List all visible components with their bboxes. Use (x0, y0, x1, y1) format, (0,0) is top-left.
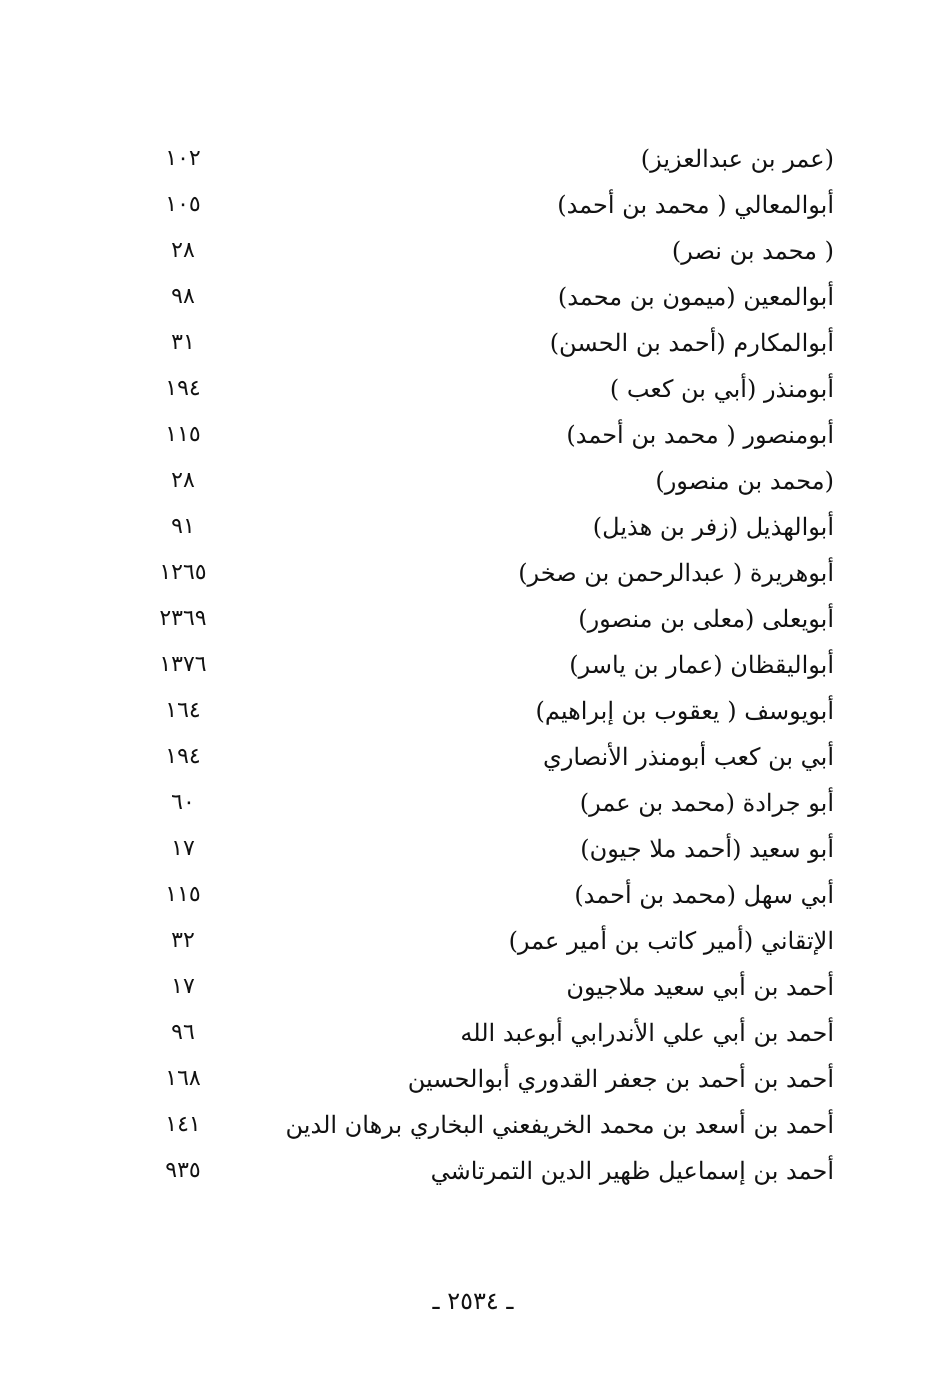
entry-page-number: ٩٣٥ (165, 1158, 201, 1183)
entry-name: أبوالهذيل (زفر بن هذيل) (592, 513, 834, 541)
entry-page-number: ١٠٥ (165, 192, 201, 217)
index-row (140, 1150, 840, 1196)
entry-name: أبو سعيد (أحمد ملا جيون) (580, 835, 834, 863)
entry-page-number: ١٦٤ (165, 698, 201, 723)
index-row (140, 920, 840, 966)
index-row (140, 460, 840, 506)
entry-name: أبوالمعالي ( محمد بن أحمد) (557, 191, 834, 219)
entry-page-number: ٩٦ (171, 1020, 195, 1045)
index-row (140, 506, 840, 552)
index-row (140, 230, 840, 276)
entry-name: (محمد بن منصور) (655, 467, 834, 495)
entry-name: أبومنذر (أبي بن كعب ) (609, 375, 834, 403)
entry-page-number: ٣٢ (171, 928, 195, 953)
entry-page-number: ١١٥ (165, 882, 201, 907)
entry-page-number: ١٣٧٦ (159, 652, 207, 677)
page-number: ـ ٢٥٣٤ ـ (432, 1287, 514, 1315)
entry-page-number: ١٦٨ (165, 1066, 201, 1091)
entry-name: أبي بن كعب أبومنذر الأنصاري (543, 743, 834, 771)
entry-name: أبويعلى (معلى بن منصور) (578, 605, 834, 633)
entry-page-number: ١٧ (171, 836, 195, 861)
entry-name: الإتقاني (أمير كاتب بن أمير عمر) (508, 927, 834, 955)
index-row (140, 1058, 840, 1104)
index-row (140, 644, 840, 690)
index-row (140, 1012, 840, 1058)
entry-page-number: ٩٨ (171, 284, 195, 309)
entry-name: أبي سهل (محمد بن أحمد) (574, 881, 834, 909)
index-row (140, 966, 840, 1012)
entry-page-number: ١١٥ (165, 422, 201, 447)
entry-name: أبوهريرة ( عبدالرحمن بن صخر) (518, 559, 834, 587)
entry-name: أبو جرادة (محمد بن عمر) (579, 789, 834, 817)
entry-page-number: ١٤١ (165, 1112, 201, 1137)
entry-name: أبواليقظان (عمار بن ياسر) (569, 651, 834, 679)
entry-page-number: ١٢٦٥ (159, 560, 207, 585)
index-row (140, 828, 840, 874)
entry-name: أبومنصور ( محمد بن أحمد) (566, 421, 834, 449)
index-row (140, 552, 840, 598)
index-row (140, 368, 840, 414)
entry-page-number: ١٩٤ (165, 744, 201, 769)
entry-name: أحمد بن أبي سعيد ملاجيون (566, 973, 834, 1001)
entry-page-number: ١٧ (171, 974, 195, 999)
index-row (140, 184, 840, 230)
entry-page-number: ٦٠ (171, 790, 195, 815)
entry-name: ( محمد بن نصر) (671, 237, 834, 265)
index-row (140, 138, 840, 184)
index-row (140, 322, 840, 368)
entry-page-number: ٩١ (171, 514, 195, 539)
entry-page-number: ٢٣٦٩ (159, 606, 207, 631)
index-row (140, 598, 840, 644)
entry-name: (عمر بن عبدالعزيز) (640, 145, 834, 173)
entry-page-number: ١٩٤ (165, 376, 201, 401)
entry-page-number: ١٠٢ (165, 146, 201, 171)
entry-name: أبوالمكارم (أحمد بن الحسن) (549, 329, 834, 357)
entry-page-number: ٢٨ (171, 468, 195, 493)
index-row (140, 1104, 840, 1150)
entry-name: أحمد بن أبي علي الأندرابي أبوعبد الله (460, 1019, 834, 1047)
entry-name: أحمد بن إسماعيل ظهير الدين التمرتاشي (430, 1157, 834, 1185)
index-row (140, 874, 840, 920)
entry-name: أحمد بن أحمد بن جعفر القدوري أبوالحسين (407, 1065, 834, 1093)
entry-page-number: ٣١ (171, 330, 195, 355)
index-row (140, 736, 840, 782)
index-row (140, 782, 840, 828)
entry-name: أبويوسف ( يعقوب بن إبراهيم) (535, 697, 834, 725)
index-row (140, 414, 840, 460)
index-row (140, 690, 840, 736)
entry-name: أحمد بن أسعد بن محمد الخريفعني البخاري برهان الدين (285, 1111, 834, 1139)
index-row (140, 276, 840, 322)
index-list (140, 138, 840, 1196)
entry-name: أبوالمعين (ميمون بن محمد) (557, 283, 834, 311)
entry-page-number: ٢٨ (171, 238, 195, 263)
